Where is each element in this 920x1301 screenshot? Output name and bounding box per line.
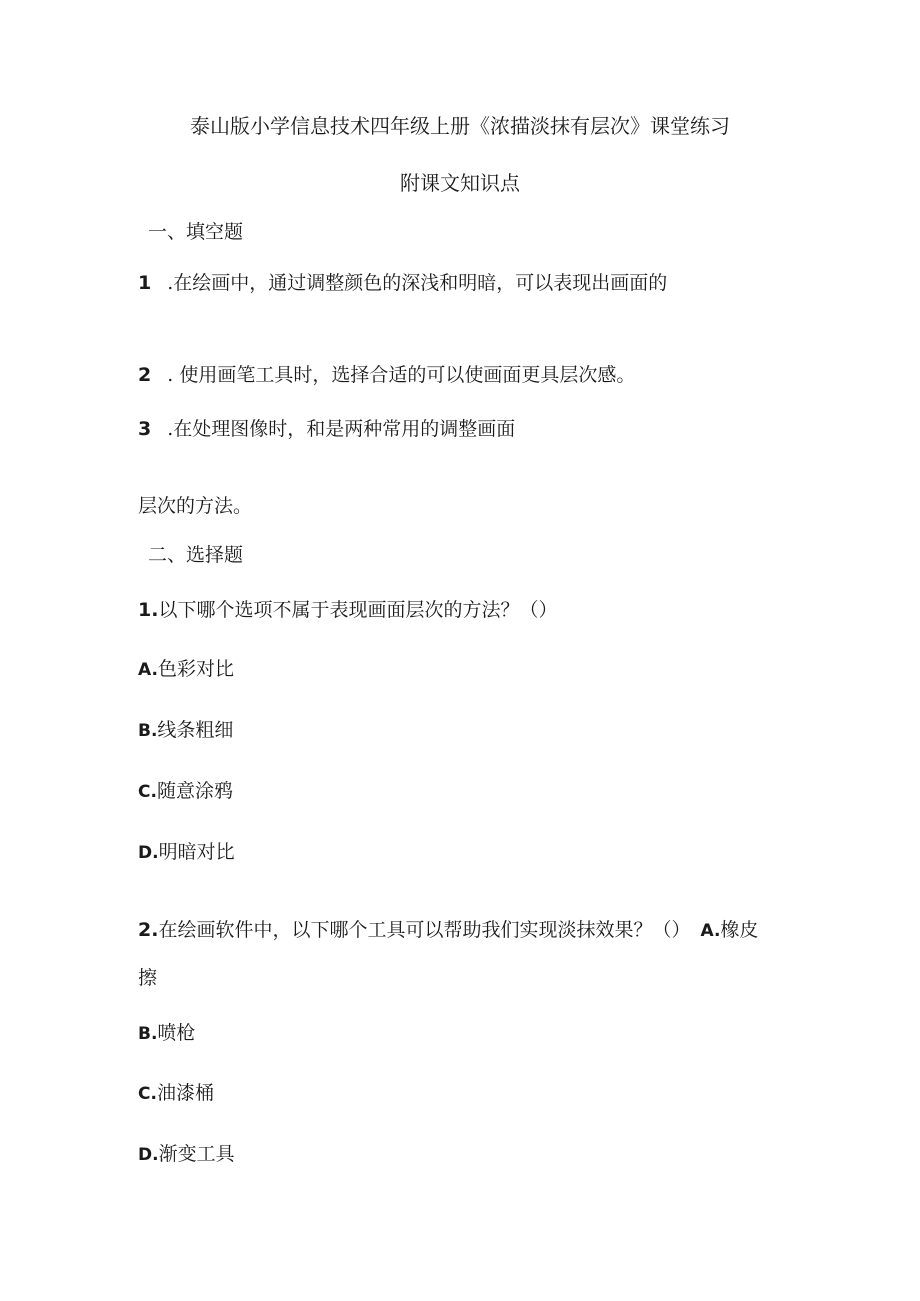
choice-option bbox=[138, 778, 233, 805]
choice-option bbox=[138, 839, 235, 866]
option-text: 油漆桶 bbox=[156, 1082, 214, 1104]
option-text: 明暗对比 bbox=[158, 841, 235, 863]
option-letter: B. bbox=[138, 721, 158, 741]
question-number: 2 bbox=[138, 364, 152, 386]
choice-option bbox=[138, 1141, 235, 1168]
document-subtitle: 附课文知识点 bbox=[400, 171, 520, 195]
option-letter: B. bbox=[138, 1024, 158, 1044]
choice-option bbox=[138, 1020, 195, 1047]
choice-question-2-continuation: 擦 bbox=[138, 967, 158, 989]
section-heading-fill-blank: 一、填空题 bbox=[148, 221, 244, 243]
question-number: 2. bbox=[138, 919, 159, 941]
fill-blank-question-1 bbox=[138, 270, 667, 296]
choice-option bbox=[138, 717, 233, 744]
question-text: 在绘画软件中，以下哪个工具可以帮助我们实现淡抹效果？（） bbox=[158, 919, 691, 941]
document-title: 泰山版小学信息技术四年级上册《浓描淡抹有层次》课堂练习 bbox=[190, 114, 730, 138]
fill-blank-question-2 bbox=[138, 362, 635, 388]
question-text: . 使用画笔工具时，选择合适的可以使画面更具层次感。 bbox=[167, 364, 636, 386]
question-text: .在绘画中，通过调整颜色的深浅和明暗，可以表现出画面的 bbox=[167, 272, 668, 294]
option-letter: D. bbox=[138, 843, 159, 863]
section-heading-multiple-choice: 二、选择题 bbox=[148, 544, 244, 566]
choice-question-2 bbox=[138, 917, 758, 944]
option-text: 橡皮 bbox=[720, 919, 759, 941]
fill-blank-question-3 bbox=[138, 416, 515, 442]
option-text: 线条粗细 bbox=[157, 719, 234, 741]
option-letter: C. bbox=[138, 782, 157, 802]
question-number: 1 bbox=[138, 272, 152, 294]
option-letter: C. bbox=[138, 1084, 157, 1104]
question-text: .在处理图像时，和是两种常用的调整画面 bbox=[167, 418, 516, 440]
question-text: 以下哪个选项不属于表现画面层次的方法？（） bbox=[158, 599, 558, 621]
option-text: 喷枪 bbox=[157, 1022, 196, 1044]
option-text: 色彩对比 bbox=[157, 658, 234, 680]
option-letter: A. bbox=[138, 660, 158, 680]
question-number: 1. bbox=[138, 599, 159, 621]
question-number: 3 bbox=[138, 418, 152, 440]
option-letter: A. bbox=[700, 921, 721, 941]
choice-option bbox=[138, 656, 234, 683]
fill-blank-question-3-continuation: 层次的方法。 bbox=[138, 495, 253, 517]
choice-option bbox=[138, 1080, 214, 1107]
option-text: 渐变工具 bbox=[158, 1143, 235, 1165]
option-text: 随意涂鸦 bbox=[156, 780, 233, 802]
option-letter: D. bbox=[138, 1145, 159, 1165]
choice-question-1 bbox=[138, 597, 557, 623]
